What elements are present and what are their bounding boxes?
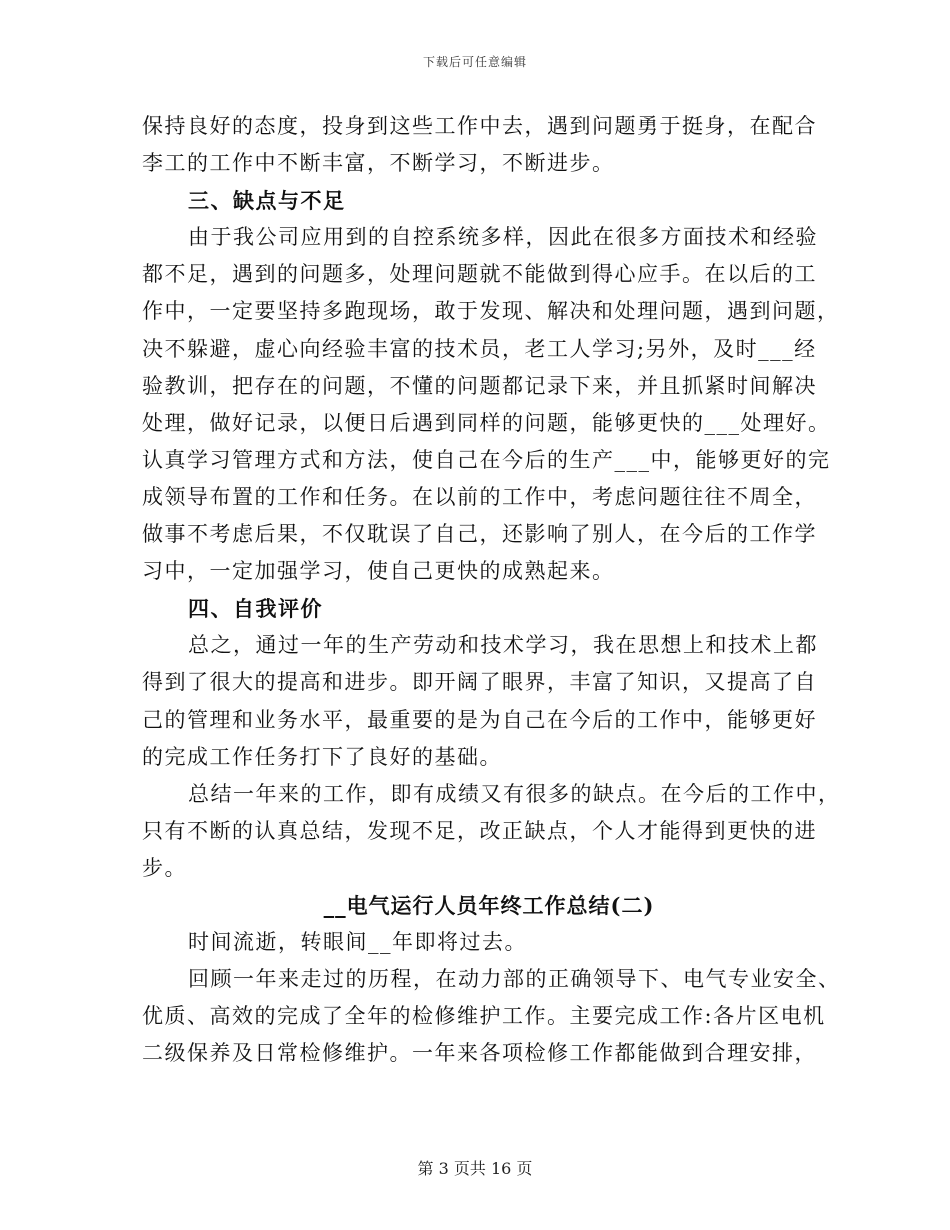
page-number-footer: 第 3 页共 16 页 xyxy=(417,1159,533,1178)
paragraph-line: 李工的工作中不断丰富，不断学习，不断进步。 xyxy=(142,151,615,176)
paragraph-line: 成领导布置的工作和任务。在以前的工作中，考虑问题往往不周全， xyxy=(142,484,817,509)
paragraph-line: 总之，通过一年的生产劳动和技术学习，我在思想上和技术上都 xyxy=(188,633,818,658)
document-title: __电气运行人员年终工作总结(二) xyxy=(323,892,655,918)
paragraph-line: 己的管理和业务水平，最重要的是为自己在今后的工作中，能够更好 xyxy=(142,707,817,732)
paragraph-line: 得到了很大的提高和进步。即开阔了眼界，丰富了知识，又提高了自 xyxy=(142,670,817,695)
paragraph-line: 总结一年来的工作，即有成绩又有很多的缺点。在今后的工作中， xyxy=(188,781,841,806)
section-heading-shortcomings: 三、缺点与不足 xyxy=(188,188,346,214)
paragraph-line: 二级保养及日常检修维护。一年来各项检修工作都能做到合理安排， xyxy=(142,1041,817,1066)
paragraph-line: 只有不断的认真总结，发现不足，改正缺点，个人才能得到更快的进 xyxy=(142,818,817,843)
paragraph-line: 认真学习管理方式和方法，使自己在今后的生产___中，能够更好的完 xyxy=(142,447,831,472)
paragraph-line: 保持良好的态度，投身到这些工作中去，遇到问题勇于挺身，在配合 xyxy=(142,114,817,138)
section-heading-self-evaluation: 四、自我评价 xyxy=(188,596,323,622)
paragraph-line: 决不躲避，虚心向经验丰富的技术员，老工人学习;另外，及时___经 xyxy=(142,336,817,361)
document-body xyxy=(142,108,841,1072)
paragraph-line: 的完成工作任务打下了良好的基础。 xyxy=(142,744,502,769)
paragraph-line: 回顾一年来走过的历程，在动力部的正确领导下、电气专业安全、 xyxy=(188,967,841,992)
paragraph-line: 作中，一定要坚持多跑现场，敢于发现、解决和处理问题，遇到问题， xyxy=(142,299,840,324)
paragraph-line: 处理，做好记录，以便日后遇到同样的问题，能够更快的___处理好。 xyxy=(142,410,831,435)
paragraph-line: 优质、高效的完成了全年的检修维护工作。主要完成工作:各片区电机 xyxy=(142,1004,826,1029)
page-header: 下载后可任意编辑 xyxy=(422,55,527,69)
paragraph-line: 验教训，把存在的问题，不懂的问题都记录下来，并且抓紧时间解决 xyxy=(142,373,817,398)
paragraph-line: 习中，一定加强学习，使自己更快的成熟起来。 xyxy=(142,559,615,584)
paragraph-line: 由于我公司应用到的自控系统多样，因此在很多方面技术和经验 xyxy=(188,225,818,250)
paragraph-line: 做事不考虑后果，不仅耽误了自己，还影响了别人，在今后的工作学 xyxy=(142,522,817,547)
paragraph-line: 时间流逝，转眼间__年即将过去。 xyxy=(188,930,527,955)
paragraph-line: 步。 xyxy=(142,855,187,880)
paragraph-line: 都不足，遇到的问题多，处理问题就不能做到得心应手。在以后的工 xyxy=(142,262,817,287)
